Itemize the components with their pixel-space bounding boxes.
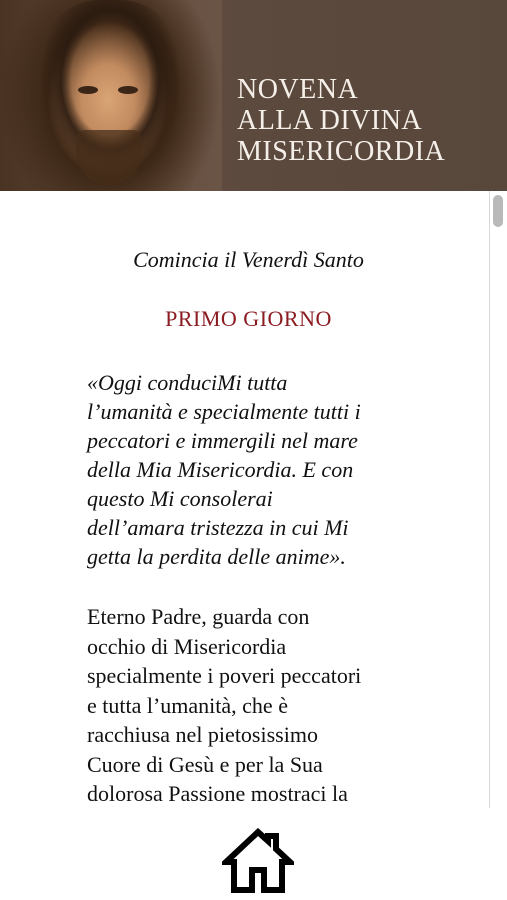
prayer-line: Cuore di Gesù e per la Sua — [87, 751, 323, 777]
quote-line: questo Mi consolerai — [87, 486, 273, 511]
subtitle: Comincia il Venerdì Santo — [133, 247, 364, 272]
header-title-line: NOVENA — [237, 74, 359, 105]
prayer-line: racchiusa nel pietosissimo — [87, 722, 318, 747]
divine-mercy-portrait — [0, 0, 222, 191]
home-icon — [222, 828, 294, 894]
home-button[interactable] — [222, 828, 294, 894]
header-title — [237, 74, 445, 167]
header-title-line: MISERICORDIA — [237, 136, 446, 167]
prayer-line: specialmente i poveri peccatori — [87, 663, 362, 688]
day-title: PRIMO GIORNO — [165, 306, 332, 331]
quote-text — [87, 368, 427, 571]
header-title-line: ALLA DIVINA — [237, 105, 423, 136]
quote-line: «Oggi conduciMi tutta — [87, 370, 288, 395]
scrollbar-thumb[interactable] — [493, 195, 503, 227]
prayer-line: occhio di Misericordia — [87, 633, 287, 659]
quote-line: dell’amara tristezza in cui Mi — [87, 515, 349, 540]
scrollbar[interactable] — [485, 191, 507, 808]
quote-line: peccatori e immergili nel mare — [87, 428, 358, 453]
footer-bar — [0, 808, 507, 900]
prayer-text — [87, 602, 427, 808]
quote-line: l’umanità e specialmente tutti i — [87, 399, 361, 424]
prayer-line: Eterno Padre, guarda con — [87, 604, 310, 629]
scroll-content[interactable] — [0, 191, 507, 808]
quote-line: getta la perdita delle anime». — [87, 544, 346, 569]
quote-line: della Mia Misericordia. E con — [87, 457, 354, 482]
prayer-line: e tutta l’umanità, che è — [87, 692, 288, 718]
prayer-line: dolorosa Passione mostraci la — [87, 781, 348, 806]
header-banner — [0, 0, 507, 191]
